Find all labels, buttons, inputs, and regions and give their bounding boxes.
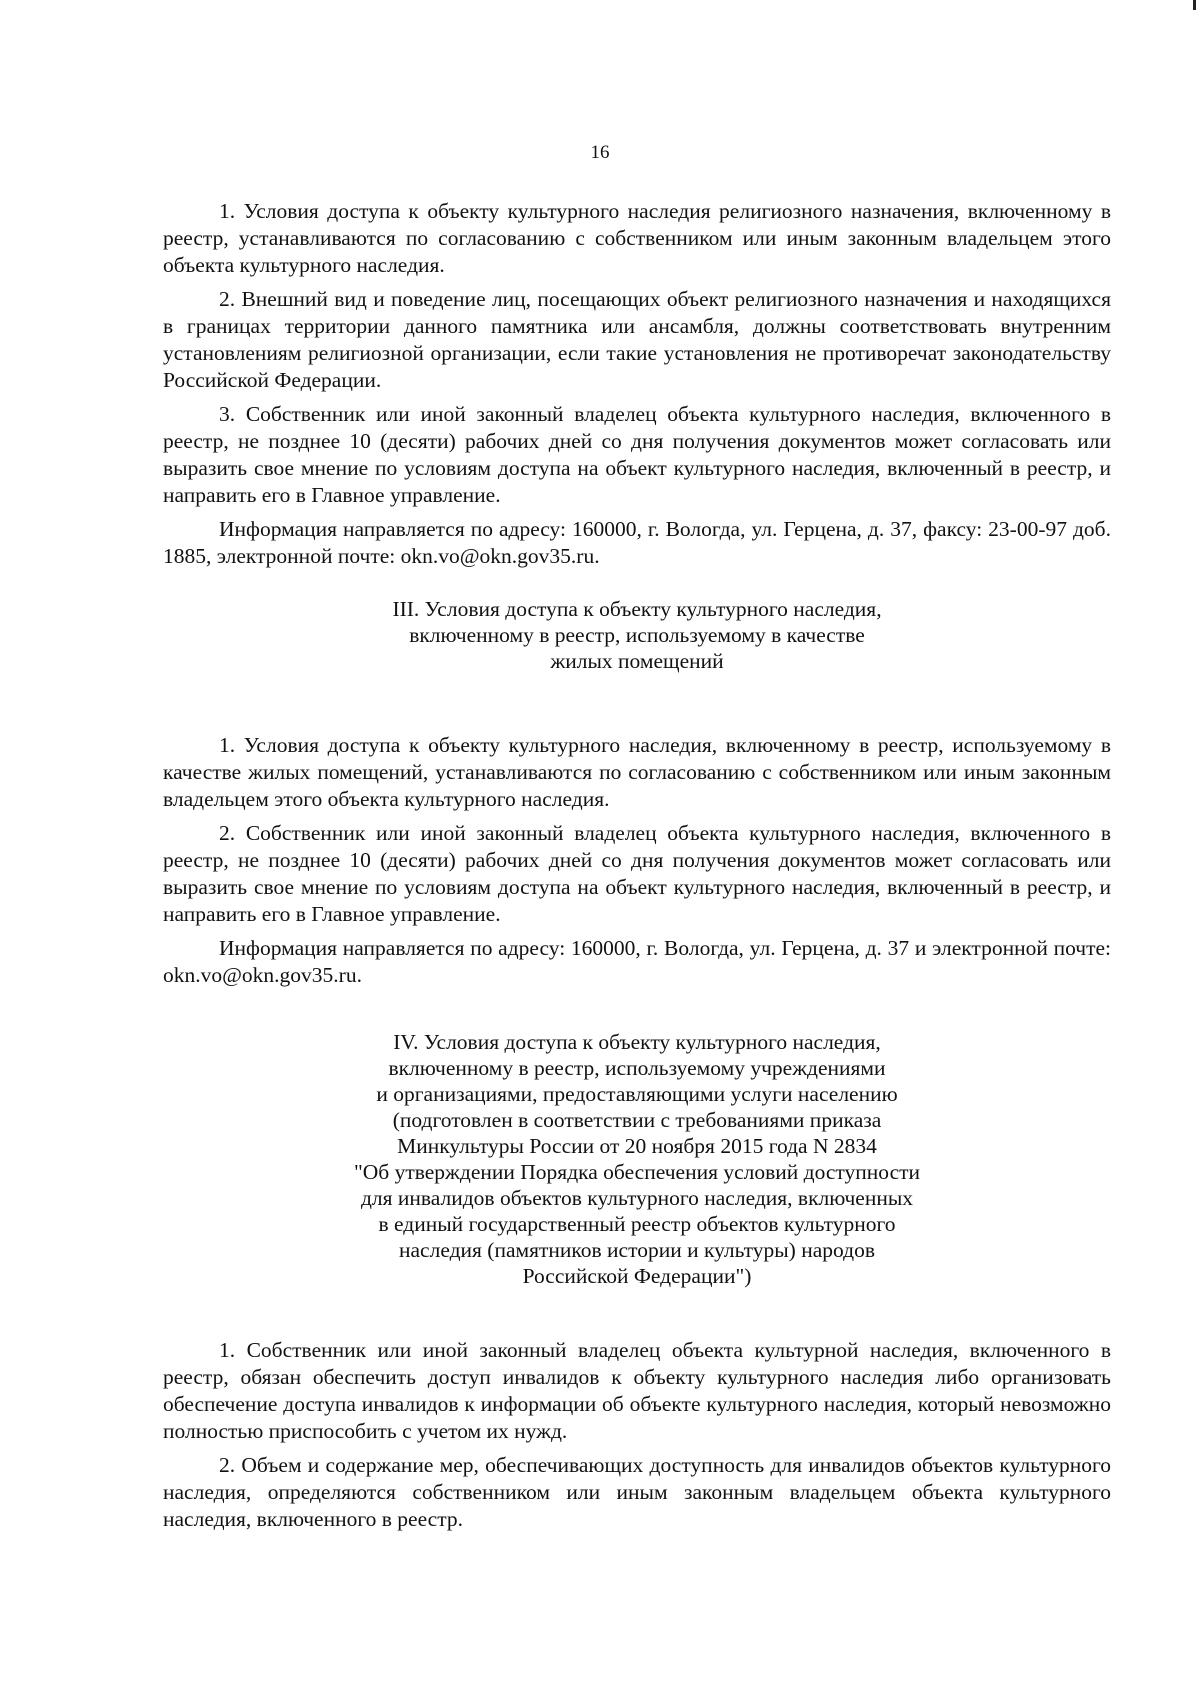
section4-heading-line: включенному в реестр, используемому учреждениями [388,1056,886,1080]
section2-contact-info: Информация направляется по адресу: 160000, г. Вологда, ул. Герцена, д. 37, факсу: 23-00-97 доб. 1885, электронной почте: okn.vo@okn.gov35.ru. [163,517,1111,568]
section4-paragraph-1: 1. Собственник или иной законный владелец объекта культурной наследия, включенного в реестр, обязан обеспечить доступ инвалидов к объекту культурного наследия либо организовать обеспечение доступа инвалидов к информации об объекте культурного наследия, который невозможно полностью приспособить с учетом их нужд. [163,1338,1111,1443]
section3-paragraph-1: 1. Условия доступа к объекту культурного наследия, включенному в реестр, используемому в качестве жилых помещений, устанавливаются по согласованию с собственником или иным законным владельцем этого объекта культурного наследия. [163,733,1111,811]
section3-heading-line: III. Условия доступа к объекту культурного наследия, [392,597,882,621]
section4-heading-line: IV. Условия доступа к объекту культурного наследия, [393,1030,881,1054]
section4-heading [163,1029,1111,1289]
section3-heading [163,596,1111,674]
section2-paragraph-1: 1. Условия доступа к объекту культурного наследия религиозного назначения, включенному в реестр, устанавливаются по согласованию с собственником или иным законным владельцем этого объекта культурного наследия. [163,199,1111,277]
section4-heading-line: Российской Федерации") [522,1264,752,1288]
section3-heading-line: жилых помещений [550,649,724,673]
section3-paragraph-2: 2. Собственник или иной законный владелец объекта культурного наследия, включенного в реестр, не позднее 10 (десяти) рабочих дней со дня получения документов может согласовать или выразить свое мнение по условиям доступа на объект культурного наследия, включенный в реестр, и направить его в Главное управление. [163,821,1111,926]
scan-mark [1193,0,1196,10]
section3-heading-line: включенному в реестр, используемому в качестве [409,623,865,647]
document-body [163,198,1111,1540]
section4-heading-line: "Об утверждении Порядка обеспечения условий доступности [353,1160,921,1184]
page-number: 16 [590,142,610,163]
section4-heading-line: и организациями, предоставляющими услуги населению [376,1082,898,1106]
section2-paragraph-2: 2. Внешний вид и поведение лиц, посещающих объект религиозного назначения и находящихся в границах территории данного памятника или ансамбля, должны соответствовать внутренним установлениям религиозной организации, если такие установления не противоречат законодательству Российской Федерации. [163,287,1111,392]
section4-heading-line: для инвалидов объектов культурного наследия, включенных [360,1186,914,1210]
section2-paragraph-3: 3. Собственник или иной законный владелец объекта культурного наследия, включенного в реестр, не позднее 10 (десяти) рабочих дней со дня получения документов может согласовать или выразить свое мнение по условиям доступа на объект культурного наследия, включенный в реестр, и направить его в Главное управление. [163,402,1111,507]
section3-contact-info: Информация направляется по адресу: 160000, г. Вологда, ул. Герцена, д. 37 и электронной почте: okn.vo@okn.gov35.ru. [163,936,1111,987]
section4-heading-line: наследия (памятников истории и культуры) народов [399,1238,875,1262]
section4-heading-line: в единый государственный реестр объектов культурного [378,1212,896,1236]
section4-heading-line: Минкультуры России от 20 ноября 2015 года N 2834 [397,1134,877,1158]
section4-paragraph-2: 2. Объем и содержание мер, обеспечивающих доступность для инвалидов объектов культурного наследия, определяются собственником или иным законным владельцем объекта культурного наследия, включенного в реестр. [163,1453,1111,1531]
section4-heading-line: (подготовлен в соответствии с требованиями приказа [392,1108,882,1132]
